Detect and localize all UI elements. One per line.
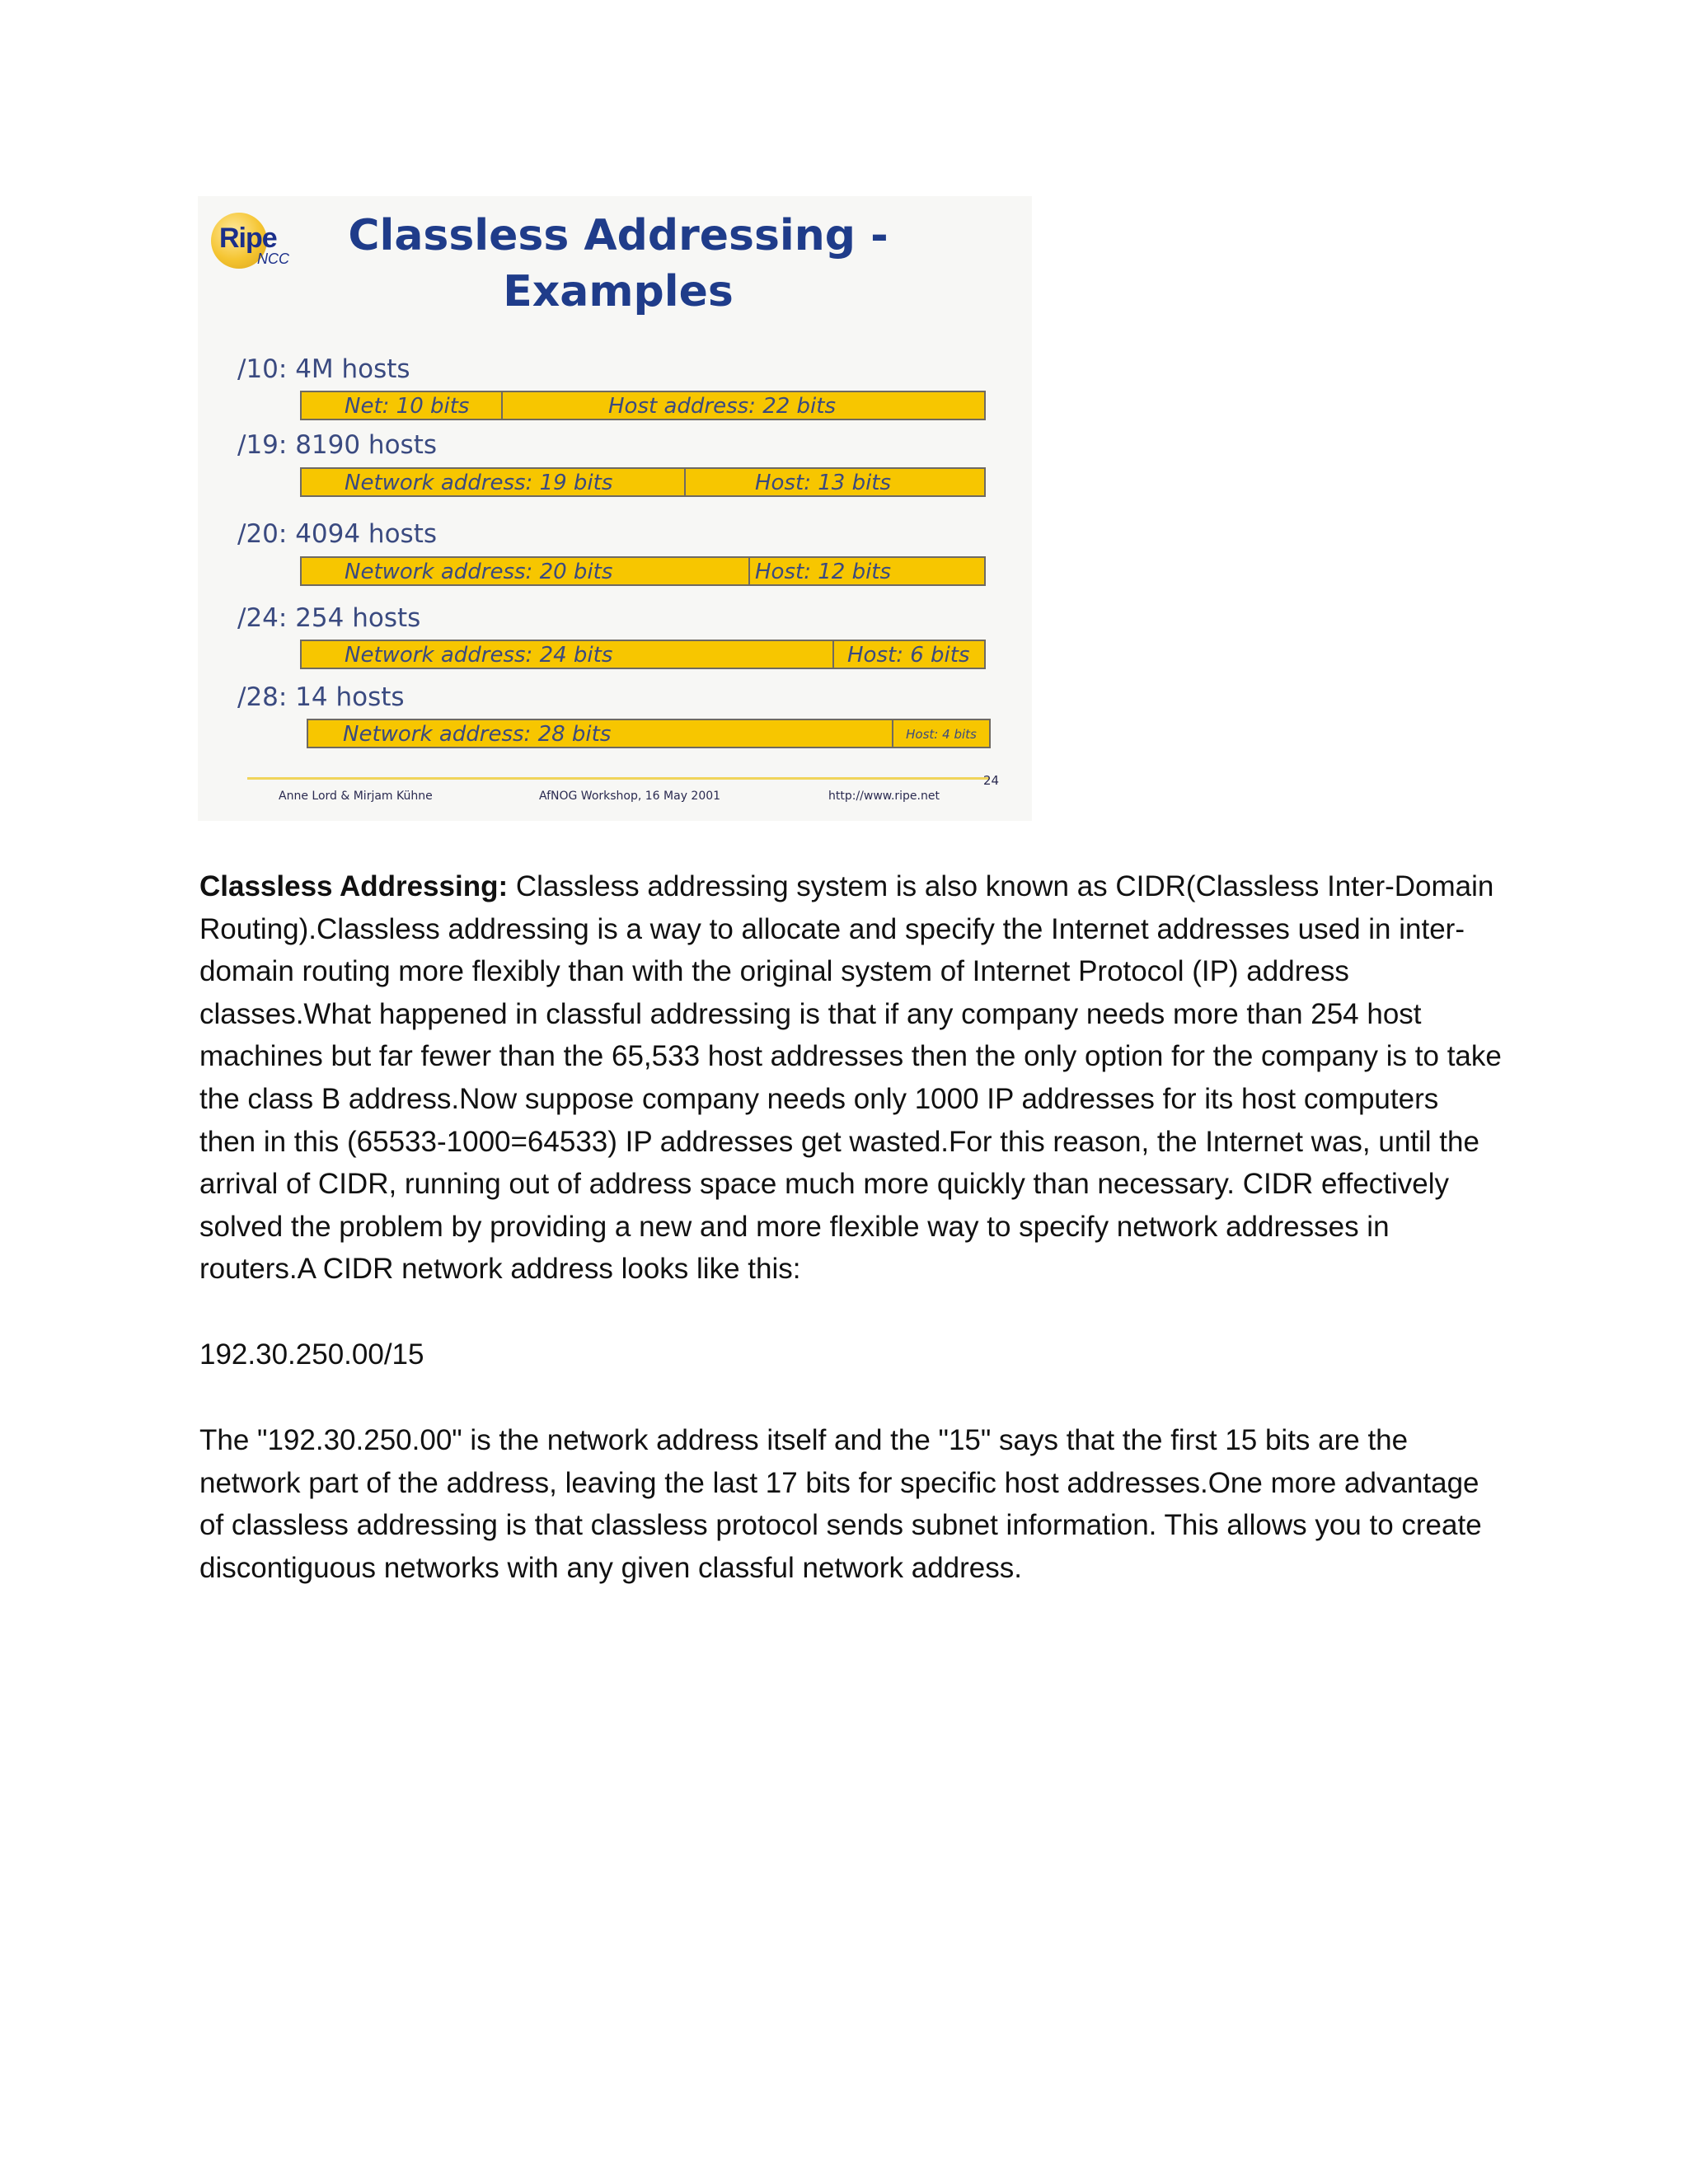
slide-title-line1: Classless Addressing - xyxy=(348,211,889,260)
row-label: /28: 14 hosts xyxy=(237,682,405,712)
intro-heading: Classless Addressing: xyxy=(199,870,509,902)
network-segment: Net: 10 bits xyxy=(345,394,470,419)
network-segment: Network address: 24 bits xyxy=(345,643,613,668)
host-segment: Host: 12 bits xyxy=(748,558,984,584)
slide-figure xyxy=(198,196,1032,821)
intro-paragraph xyxy=(199,865,1502,1291)
address-bar xyxy=(300,640,986,669)
address-bar xyxy=(300,391,986,420)
explanation-paragraph: The "192.30.250.00" is the network address itself and the "15" says that the first 15 bits are the network part of the address, leaving the last 17 bits for specific host addresses.One more advantage of classless addressing is that classless protocol sends subnet information. This allows you to create discontiguous networks with any given classful network address. xyxy=(199,1424,1482,1584)
logo-ripe-text: Ripe xyxy=(219,223,277,254)
network-segment: Network address: 28 bits xyxy=(343,722,612,747)
row-label: /19: 8190 hosts xyxy=(237,430,438,460)
footer-authors: Anne Lord & Mirjam Kühne xyxy=(279,790,433,803)
host-segment: Host: 4 bits xyxy=(892,720,989,747)
network-segment: Network address: 19 bits xyxy=(345,471,613,495)
host-segment: Host address: 22 bits xyxy=(501,392,984,419)
slide-title-line2: Examples xyxy=(503,267,734,316)
intro-body: Classless addressing system is also known as CIDR(Classless Inter-Domain Routing).Classless addressing is a way to allocate and specify the Internet addresses used in inter-domain routing more flexibly than with the original system of Internet Protocol (IP) address classes.What happened in classful addressing is that if any company needs more than 254 host machines but far fewer than the 65,533 host addresses then the only option for the company is to take the class B address.Now suppose company needs only 1000 IP addresses for its host computers then in this (65533-1000=64533) IP addresses get wasted.For this reason, the Internet was, until the arrival of CIDR, running out of address space much more quickly than necessary. CIDR effectively solved the problem by providing a new and more flexible way to specify network addresses in routers.A CIDR network address looks like this: xyxy=(199,870,1502,1286)
address-bar xyxy=(300,556,986,586)
address-bar xyxy=(307,719,991,748)
footer-event: AfNOG Workshop, 16 May 2001 xyxy=(539,790,721,803)
footer-url: http://www.ripe.net xyxy=(828,790,940,803)
footer-divider xyxy=(247,777,989,780)
slide-title xyxy=(305,208,931,320)
row-label: /24: 254 hosts xyxy=(237,603,421,633)
ripe-ncc-logo xyxy=(206,206,305,280)
example-address: 192.30.250.00/15 xyxy=(199,1338,424,1371)
address-bar xyxy=(300,467,986,497)
host-segment: Host: 6 bits xyxy=(832,641,984,668)
network-segment: Network address: 20 bits xyxy=(345,560,613,584)
slide-page-number: 24 xyxy=(983,773,1000,788)
logo-ncc-text: NCC xyxy=(257,251,289,267)
host-segment: Host: 13 bits xyxy=(684,469,984,495)
row-label: /10: 4M hosts xyxy=(237,354,410,384)
row-label: /20: 4094 hosts xyxy=(237,519,438,549)
